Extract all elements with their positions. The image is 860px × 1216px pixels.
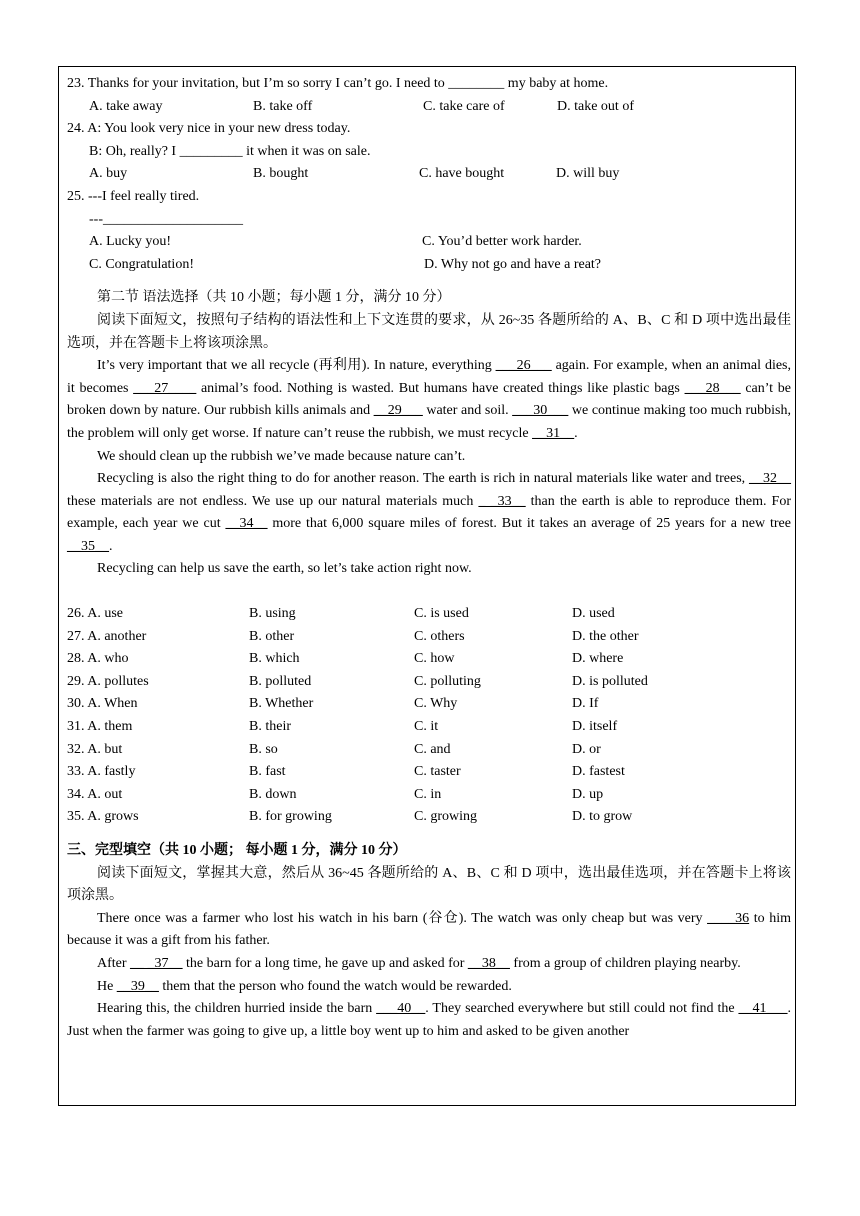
- grammar-options-list: [67, 603, 791, 829]
- grammar-option-28-d[interactable]: D. where: [572, 651, 624, 667]
- grammar-option-32-d[interactable]: D. or: [572, 741, 601, 757]
- blank-27: ___27____: [133, 380, 197, 396]
- grammar-option-31-c[interactable]: C. it: [414, 719, 439, 735]
- q25-stem: 25. ---I feel really tired.: [67, 188, 200, 204]
- blank-40: ___40__: [376, 1001, 426, 1017]
- blank-33: _ _33__: [478, 493, 526, 509]
- q25-option-a[interactable]: A. Lucky you!: [89, 234, 172, 250]
- q25-option-b[interactable]: C. You’d better work harder.: [422, 234, 582, 250]
- passage1-paragraph4: Recycling can help us save the earth, so let’s take action right now.: [97, 561, 472, 577]
- passage1-paragraph1: It’s very important that we all recycle (再利用). In nature, everything ___26___ again. For example, when an animal dies, it becomes ___27____ animal’s food. Nothing is wasted. But humans have created things like plastic bags ___28___ can’t be broken down by nature. Our rubbish kills animals and __29___ water and soil. ___30___ we continue making too much rubbish, the problem will only get worse. If nature can’t reuse the rubbish, we must recycle __31__.: [67, 358, 791, 441]
- q25-line2: ---____________________: [89, 211, 243, 227]
- grammar-option-31-b[interactable]: B. their: [249, 719, 291, 735]
- grammar-option-26-a[interactable]: 26. A. use: [67, 606, 123, 622]
- q24-stem: 24. A: You look very nice in your new dress today.: [67, 121, 351, 137]
- q24-line2: B: Oh, really? I _________ it when it was on sale.: [89, 143, 371, 159]
- blank-26: ___26___: [495, 358, 552, 374]
- blank-28: ___28___: [684, 380, 741, 396]
- grammar-option-30-d[interactable]: D. If: [572, 696, 599, 712]
- grammar-option-32-b[interactable]: B. so: [249, 741, 278, 757]
- blank-32: __32__: [749, 471, 791, 487]
- q23-stem: 23. Thanks for your invitation, but I’m so sorry I can’t go. I need to ________ my baby at home.: [67, 76, 609, 91]
- q24-options: [67, 163, 791, 186]
- grammar-option-26-d[interactable]: D. used: [572, 606, 615, 622]
- grammar-option-29-d[interactable]: D. is polluted: [572, 673, 648, 689]
- grammar-option-29-a[interactable]: 29. A. pollutes: [67, 673, 149, 689]
- grammar-option-row: [67, 693, 791, 716]
- grammar-option-34-c[interactable]: C. in: [414, 786, 442, 802]
- grammar-option-28-c[interactable]: C. how: [414, 651, 455, 667]
- grammar-option-row: [67, 716, 791, 739]
- grammar-option-27-a[interactable]: 27. A. another: [67, 628, 147, 644]
- grammar-option-28-b[interactable]: B. which: [249, 651, 300, 667]
- passage2-paragraph1: There once was a farmer who lost his watch in his barn (谷仓). The watch was only cheap but was very ____36 to him because it was a gift from his father.: [67, 910, 791, 949]
- grammar-option-row: [67, 648, 791, 671]
- document-content: [67, 73, 791, 1043]
- grammar-option-32-c[interactable]: C. and: [414, 741, 451, 757]
- grammar-option-33-b[interactable]: B. fast: [249, 764, 286, 780]
- grammar-option-row: [67, 739, 791, 762]
- grammar-option-35-b[interactable]: B. for growing: [249, 809, 332, 825]
- q24-option-c[interactable]: C. have bought: [419, 166, 505, 182]
- grammar-option-29-b[interactable]: B. polluted: [249, 673, 312, 689]
- passage1-paragraph2: We should clean up the rubbish we’ve made because nature can’t.: [97, 448, 466, 464]
- grammar-option-row: [67, 806, 791, 829]
- grammar-option-30-a[interactable]: 30. A. When: [67, 696, 138, 712]
- q24-option-a[interactable]: A. buy: [89, 166, 128, 182]
- grammar-option-27-d[interactable]: D. the other: [572, 628, 639, 644]
- page-frame: [58, 66, 796, 1106]
- passage1-paragraph3: Recycling is also the right thing to do for another reason. The earth is rich in natural materials like water and trees, __32__ these materials are not endless. We use up our natural materials much _ _33__ than the earth is able to reproduce them. For example, each year we cut __34__ more that 6,000 square miles of forest. But it takes an average of 25 years for a new tree __35__.: [67, 471, 792, 554]
- q25-options-row1: [67, 231, 791, 254]
- blank-34: __34__: [225, 516, 268, 532]
- grammar-option-35-a[interactable]: 35. A. grows: [67, 809, 139, 825]
- grammar-option-32-a[interactable]: 32. A. but: [67, 741, 123, 757]
- grammar-option-27-c[interactable]: C. others: [414, 628, 465, 644]
- grammar-option-row: [67, 761, 791, 784]
- q23-option-c[interactable]: C. take care of: [423, 98, 505, 114]
- passage2-paragraph2: After __ _37__ the barn for a long time, he gave up and asked for __38__ from a group of children playing nearby.: [97, 955, 741, 971]
- blank-35: __35__: [67, 538, 109, 554]
- grammar-option-35-c[interactable]: C. growing: [414, 809, 477, 825]
- grammar-option-34-a[interactable]: 34. A. out: [67, 786, 123, 802]
- q25-option-c[interactable]: C. Congratulation!: [89, 256, 194, 272]
- grammar-option-30-c[interactable]: C. Why: [414, 696, 458, 712]
- passage2-paragraph4: Hearing this, the children hurried inside the barn ___40__. They searched everywhere but still could not find the __41___. Just when the farmer was going to give up, a little boy went up to him and asked to be given another: [67, 1001, 791, 1039]
- grammar-option-row: [67, 671, 791, 694]
- blank-38: __38__: [467, 955, 510, 971]
- q23-options: [67, 96, 791, 119]
- blank-37: __ _37__: [130, 955, 183, 971]
- passage2-paragraph3: He __39__ them that the person who found the watch would be rewarded.: [97, 978, 512, 994]
- blank-31: __31__: [532, 425, 575, 441]
- grammar-option-29-c[interactable]: C. polluting: [414, 673, 481, 689]
- q25-option-d[interactable]: D. Why not go and have a reat?: [424, 256, 602, 272]
- grammar-option-33-d[interactable]: D. fastest: [572, 764, 625, 780]
- grammar-option-31-d[interactable]: D. itself: [572, 719, 618, 735]
- grammar-option-row: [67, 603, 791, 626]
- grammar-option-33-c[interactable]: C. taster: [414, 764, 461, 780]
- grammar-option-35-d[interactable]: D. to grow: [572, 809, 633, 825]
- grammar-option-26-b[interactable]: B. using: [249, 606, 296, 622]
- grammar-option-30-b[interactable]: B. Whether: [249, 696, 314, 712]
- q23-option-a[interactable]: A. take away: [89, 98, 163, 114]
- blank-39: __39__: [116, 978, 159, 994]
- section3-title: 三、完型填空（共 10 小题； 每小题 1 分，满分 10 分）: [67, 843, 407, 858]
- grammar-option-27-b[interactable]: B. other: [249, 628, 295, 644]
- blank-41: __41___: [738, 1001, 788, 1017]
- blank-29: __29___: [373, 403, 423, 419]
- q23-option-b[interactable]: B. take off: [253, 98, 313, 114]
- grammar-option-33-a[interactable]: 33. A. fastly: [67, 764, 136, 780]
- grammar-option-26-c[interactable]: C. is used: [414, 606, 469, 622]
- section2-title: 第二节 语法选择（共 10 小题；每小题 1 分，满分 10 分）: [97, 290, 451, 306]
- q25-options-row2: [67, 254, 791, 277]
- q24-option-d[interactable]: D. will buy: [556, 166, 620, 182]
- section2-instruction: 阅读下面短文，按照句子结构的语法性和上下文连贯的要求，从 26~35 各题所给的 A、B、C 和 D 项中选出最佳选项，并在答题卡上将该项涂黑。: [67, 312, 791, 351]
- grammar-option-row: [67, 626, 791, 649]
- grammar-option-34-d[interactable]: D. up: [572, 786, 604, 802]
- section3-instruction: 阅读下面短文，掌握其大意，然后从 36~45 各题所给的 A、B、C 和 D 项中，选出最佳选项，并在答题卡上将该项涂黑。: [67, 865, 791, 904]
- grammar-option-row: [67, 784, 791, 807]
- blank-36: ____36: [707, 910, 750, 926]
- q23-option-d[interactable]: D. take out of: [557, 98, 634, 114]
- blank-30: ___30___: [512, 403, 569, 419]
- grammar-option-28-a[interactable]: 28. A. who: [67, 651, 129, 667]
- grammar-option-34-b[interactable]: B. down: [249, 786, 297, 802]
- grammar-option-31-a[interactable]: 31. A. them: [67, 719, 133, 735]
- q24-option-b[interactable]: B. bought: [253, 166, 309, 182]
